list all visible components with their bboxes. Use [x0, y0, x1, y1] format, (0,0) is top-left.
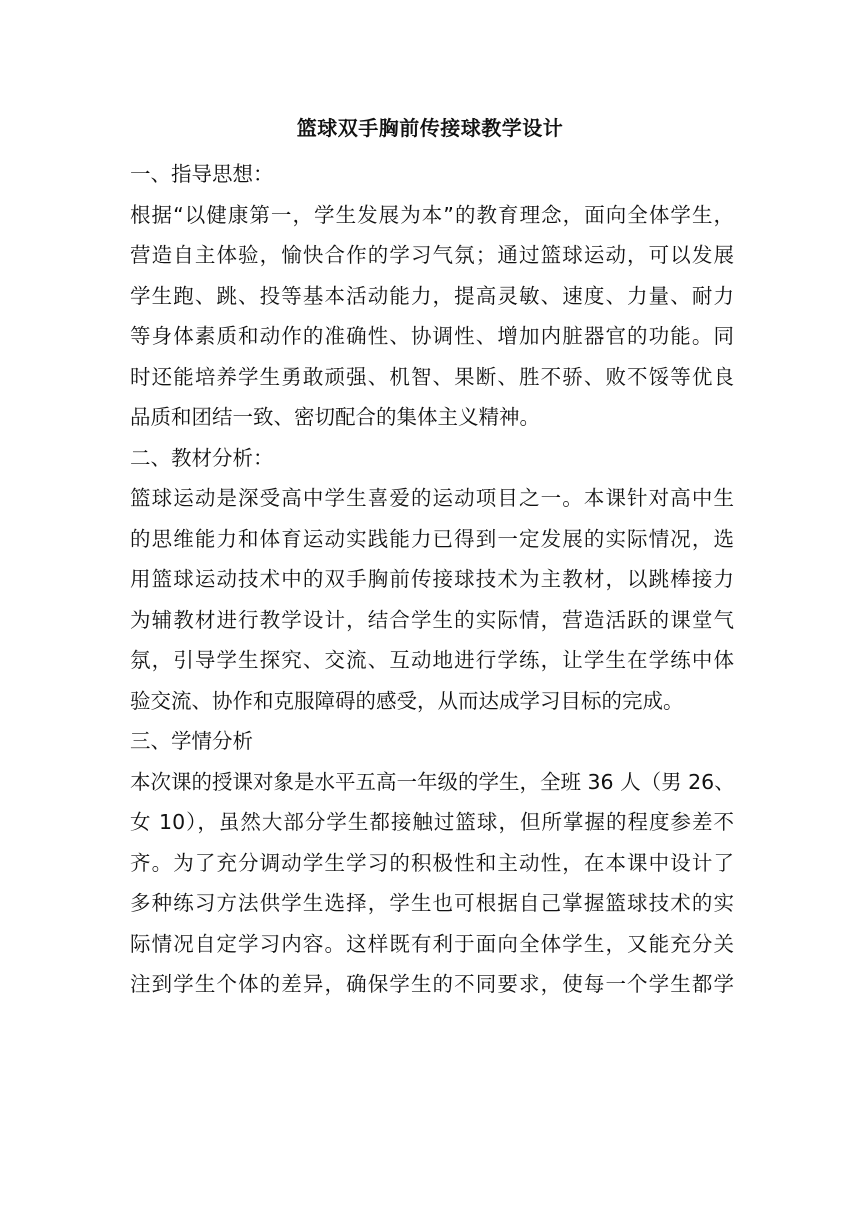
paragraph-line: 验交流、协作和克服障碍的感受，从而达成学习目标的完成。: [130, 688, 684, 713]
document-title: 篮球双手胸前传接球教学设计: [296, 116, 564, 140]
paragraph-line: 多种练习方法供学生选择，学生也可根据自己掌握篮球技术的实: [130, 891, 734, 915]
paragraph-line: 根据“以健康第一，学生发展为本”的教育理念，面向全体学生，: [130, 202, 734, 227]
paragraph-line: 际情况自定学习内容。这样既有利于面向全体学生，又能充分关: [130, 931, 734, 956]
paragraph-line: 用篮球运动技术中的双手胸前传接球技术为主教材，以跳棒接力: [130, 567, 734, 591]
paragraph-line: 的思维能力和体育运动实践能力已得到一定发展的实际情况，选: [130, 526, 734, 551]
section-heading: 三、学情分析: [130, 729, 253, 753]
paragraph-line: 学生跑、跳、投等基本活动能力，提高灵敏、速度、力量、耐力: [130, 283, 734, 308]
paragraph-line: 齐。为了充分调动学生学习的积极性和主动性，在本课中设计了: [130, 850, 734, 875]
paragraph-line: 品质和团结一致、密切配合的集体主义精神。: [130, 405, 540, 429]
paragraph-line: 等身体素质和动作的准确性、协调性、增加内脏器官的功能。同: [130, 324, 734, 348]
paragraph-line: 女 10），虽然大部分学生都接触过篮球，但所掌握的程度参差不: [130, 810, 734, 834]
paragraph-line: 氛，引导学生探究、交流、互动地进行学练，让学生在学练中体: [130, 648, 734, 672]
paragraph-line: 注到学生个体的差异，确保学生的不同要求，使每一个学生都学: [130, 972, 734, 996]
section-heading: 一、指导思想：: [130, 162, 274, 186]
paragraph-line: 为辅教材进行教学设计，结合学生的实际情，营造活跃的课堂气: [130, 607, 734, 632]
paragraph-line: 篮球运动是深受高中学生喜爱的运动项目之一。本课针对高中生: [130, 486, 734, 510]
section-heading: 二、教材分析：: [130, 445, 274, 470]
paragraph-line: 本次课的授课对象是水平五高一年级的学生，全班 36 人（男 26、: [130, 769, 735, 794]
paragraph-line: 营造自主体验，愉快合作的学习气氛；通过篮球运动，可以发展: [130, 243, 734, 267]
paragraph-line: 时还能培养学生勇敢顽强、机智、果断、胜不骄、败不馁等优良: [130, 364, 734, 389]
document-body: [130, 154, 734, 1005]
